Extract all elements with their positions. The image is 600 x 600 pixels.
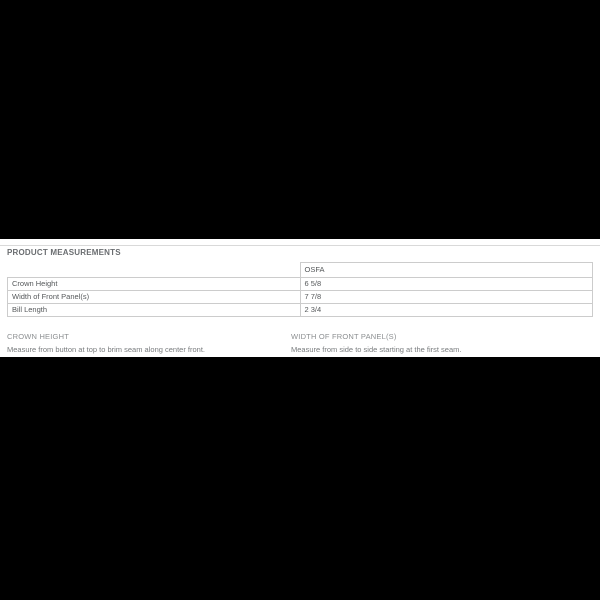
guide-crown-height (7, 333, 291, 354)
measurement-value: 6 5/8 (300, 278, 593, 291)
table-row (8, 291, 593, 304)
guide-title: WIDTH OF FRONT PANEL(S) (291, 332, 397, 341)
guide-description: Measure from button at top to brim seam along center front. (7, 345, 206, 354)
size-header-cell: OSFA (300, 263, 593, 278)
measurement-label: Crown Height (8, 278, 301, 291)
guide-width-of-front-panels (291, 333, 593, 354)
guide-description: Measure from side to side starting at the first seam. (291, 345, 462, 354)
section-heading: PRODUCT MEASUREMENTS (7, 248, 121, 257)
table-row (8, 304, 593, 317)
section-content (0, 249, 600, 354)
measurement-value: 7 7/8 (300, 291, 593, 304)
table-header-row (8, 263, 593, 278)
measurement-guides (7, 333, 593, 354)
measurement-label: Width of Front Panel(s) (8, 291, 301, 304)
empty-header-cell (8, 263, 301, 278)
section-divider (0, 245, 600, 246)
table-row (8, 278, 593, 291)
product-measurements-section (0, 239, 600, 357)
measurement-label: Bill Length (8, 304, 301, 317)
guide-title: CROWN HEIGHT (7, 332, 69, 341)
measurements-table (7, 262, 593, 317)
measurement-value: 2 3/4 (300, 304, 593, 317)
